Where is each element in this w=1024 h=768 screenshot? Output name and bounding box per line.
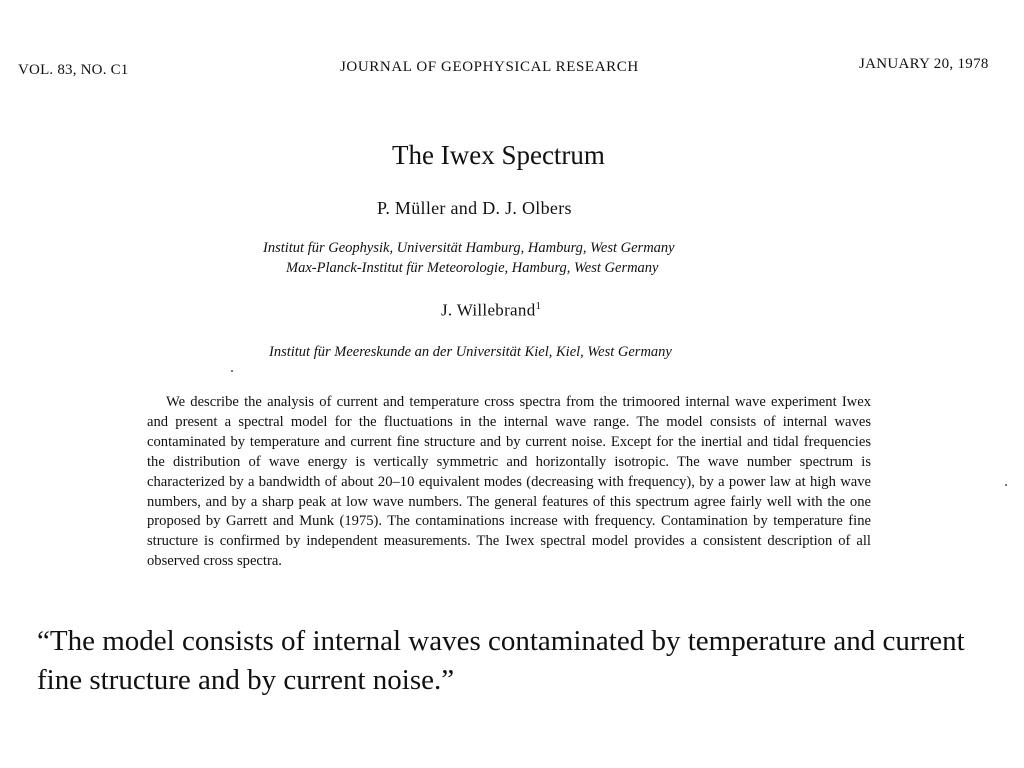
second-author-name: J. Willebrand bbox=[441, 300, 536, 320]
journal-volume: VOL. 83, NO. C1 bbox=[18, 62, 129, 78]
author-footnote-marker: 1 bbox=[535, 300, 542, 312]
authors-text: P. Müller and D. J. Olbers bbox=[377, 198, 572, 218]
paper-title: The Iwex Spectrum bbox=[392, 140, 605, 170]
scan-speck bbox=[231, 370, 233, 372]
affiliation-3: Institut für Meereskunde an der Universität Kiel, Kiel, West Germany bbox=[269, 344, 672, 360]
paper-authors bbox=[377, 198, 572, 219]
highlighted-quote: “The model consists of internal waves contaminated by temperature and current fine structure and by current noise.” bbox=[37, 625, 965, 696]
journal-name: JOURNAL OF GEOPHYSICAL RESEARCH bbox=[340, 59, 639, 75]
affiliation-2: Max-Planck-Institut für Meteorologie, Hamburg, West Germany bbox=[286, 260, 659, 276]
abstract: We describe the analysis of current and temperature cross spectra from the trimoored internal wave experiment Iwex and present a spectral model for the fluctuations in the internal wave range. The model consists of internal waves contaminated by temperature and current fine structure and by current noise. Except for the inertial and tidal frequencies the distribution of wave energy is vertically symmetric and horizontally isotropic. The wave number spectrum is characterized by a bandwidth of about 20–10 equivalent modes (decreasing with frequency), by a power law at high wave numbers, and by a sharp peak at low wave numbers. The general features of this spectrum agree fairly well with the one proposed by Garrett and Munk (1975). The contaminations increase with frequency. Contamination by temperature fine structure is confirmed by independent measurements. The Iwex spectral model provides a consistent description of all observed cross spectra. bbox=[147, 394, 871, 570]
second-author bbox=[441, 300, 541, 321]
scan-speck bbox=[1005, 484, 1007, 486]
affiliation-1: Institut für Geophysik, Universität Hamburg, Hamburg, West Germany bbox=[263, 240, 675, 256]
journal-date: JANUARY 20, 1978 bbox=[859, 56, 989, 72]
